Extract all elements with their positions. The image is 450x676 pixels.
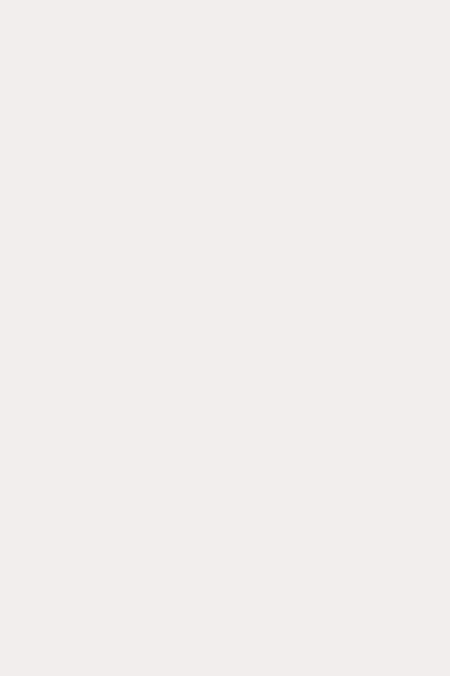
top-text-block xyxy=(4,12,446,312)
bottom-text-block xyxy=(4,324,446,654)
